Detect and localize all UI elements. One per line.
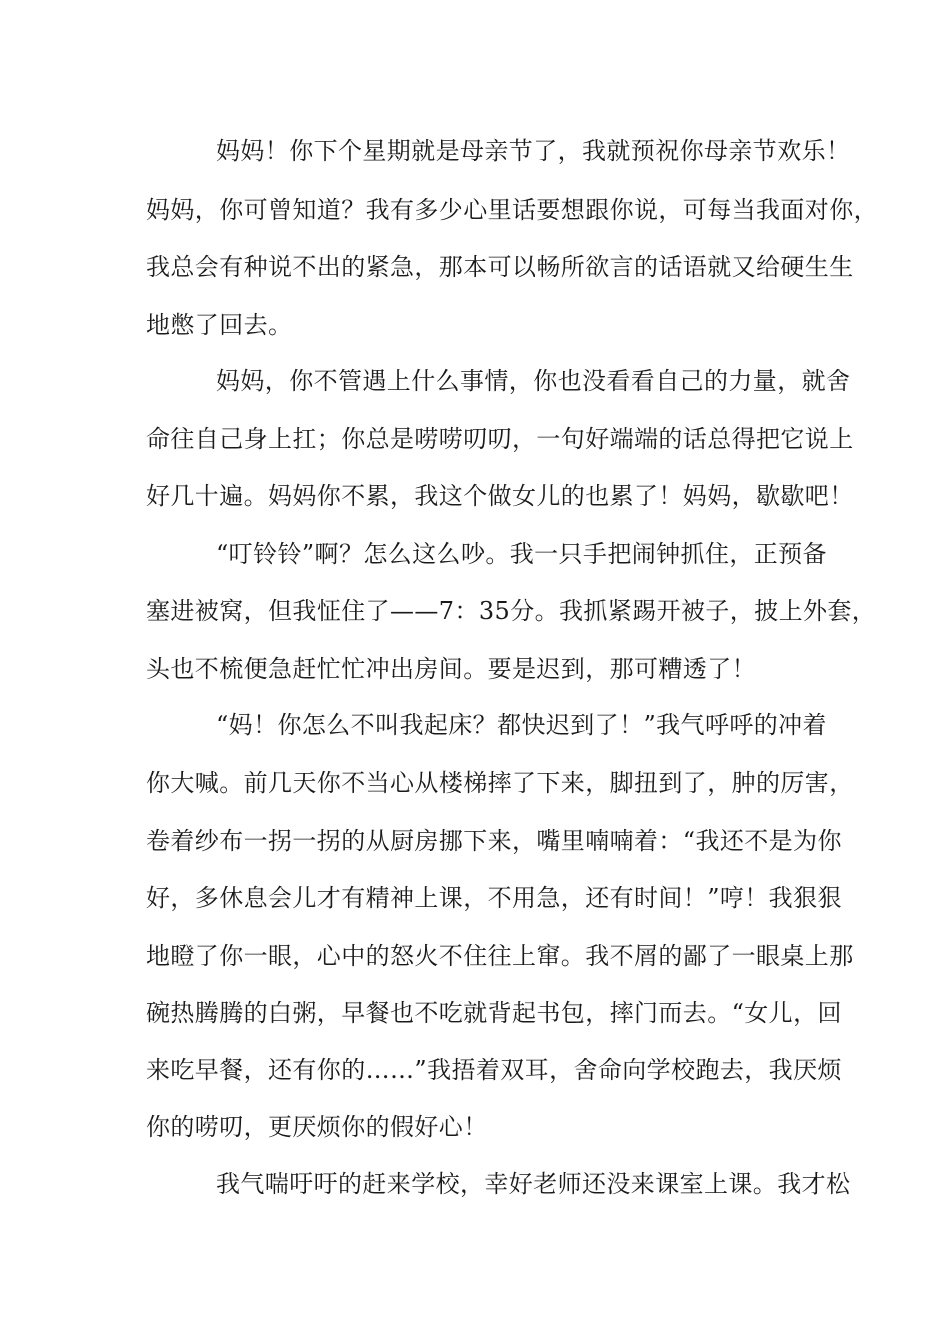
paragraph-1-line-4: 地憋了回去。: [146, 311, 293, 339]
paragraph-3-line-2: 塞进被窝，但我怔住了——7：35分。我抓紧踢开被子，披上外套，: [146, 597, 877, 625]
paragraph-4-line-6: 碗热腾腾的白粥，早餐也不吃就背起书包，摔门而去。“女儿，回: [146, 999, 842, 1027]
paragraph-4-line-4: 好，多休息会儿才有精神上课，不用急，还有时间！”哼！我狠狠: [146, 884, 842, 912]
paragraph-3-line-3: 头也不梳便急赶忙忙冲出房间。要是迟到，那可糟透了！: [146, 655, 756, 683]
paragraph-2-line-2: 命往自己身上扛；你总是唠唠叨叨，一句好端端的话总得把它说上: [146, 425, 854, 453]
paragraph-1-line-1: 妈妈！你下个星期就是母亲节了，我就预祝你母亲节欢乐！: [216, 137, 851, 165]
paragraph-4-line-1: “妈！你怎么不叫我起床？都快迟到了！”我气呼呼的冲着: [216, 711, 827, 739]
paragraph-4-line-2: 你大喊。前几天你不当心从楼梯摔了下来，脚扭到了，肿的厉害，: [146, 769, 854, 797]
paragraph-5-line-1: 我气喘吁吁的赶来学校，幸好老师还没来课室上课。我才松: [216, 1170, 851, 1198]
paragraph-4-line-3: 卷着纱布一拐一拐的从厨房挪下来，嘴里喃喃着：“我还不是为你: [146, 827, 842, 855]
paragraph-1-line-3: 我总会有种说不出的紧急，那本可以畅所欲言的话语就又给硬生生: [146, 253, 854, 281]
paragraph-4-line-8: 你的唠叨，更厌烦你的假好心！: [146, 1113, 488, 1141]
paragraph-4-line-5: 地瞪了你一眼，心中的怒火不住往上窜。我不屑的鄙了一眼桌上那: [146, 942, 854, 970]
paragraph-1-line-2: 妈妈，你可曾知道？我有多少心里话要想跟你说，可每当我面对你，: [146, 196, 878, 224]
paragraph-2-line-1: 妈妈，你不管遇上什么事情，你也没看看自己的力量，就舍: [216, 367, 851, 395]
paragraph-3-line-1: “叮铃铃”啊？怎么这么吵。我一只手把闹钟抓住，正预备: [216, 540, 827, 568]
paragraph-4-line-7: 来吃早餐，还有你的……”我捂着双耳，舍命向学校跑去，我厌烦: [146, 1056, 842, 1084]
paragraph-2-line-3: 好几十遍。妈妈你不累，我这个做女儿的也累了！妈妈，歇歇吧！: [146, 482, 854, 510]
